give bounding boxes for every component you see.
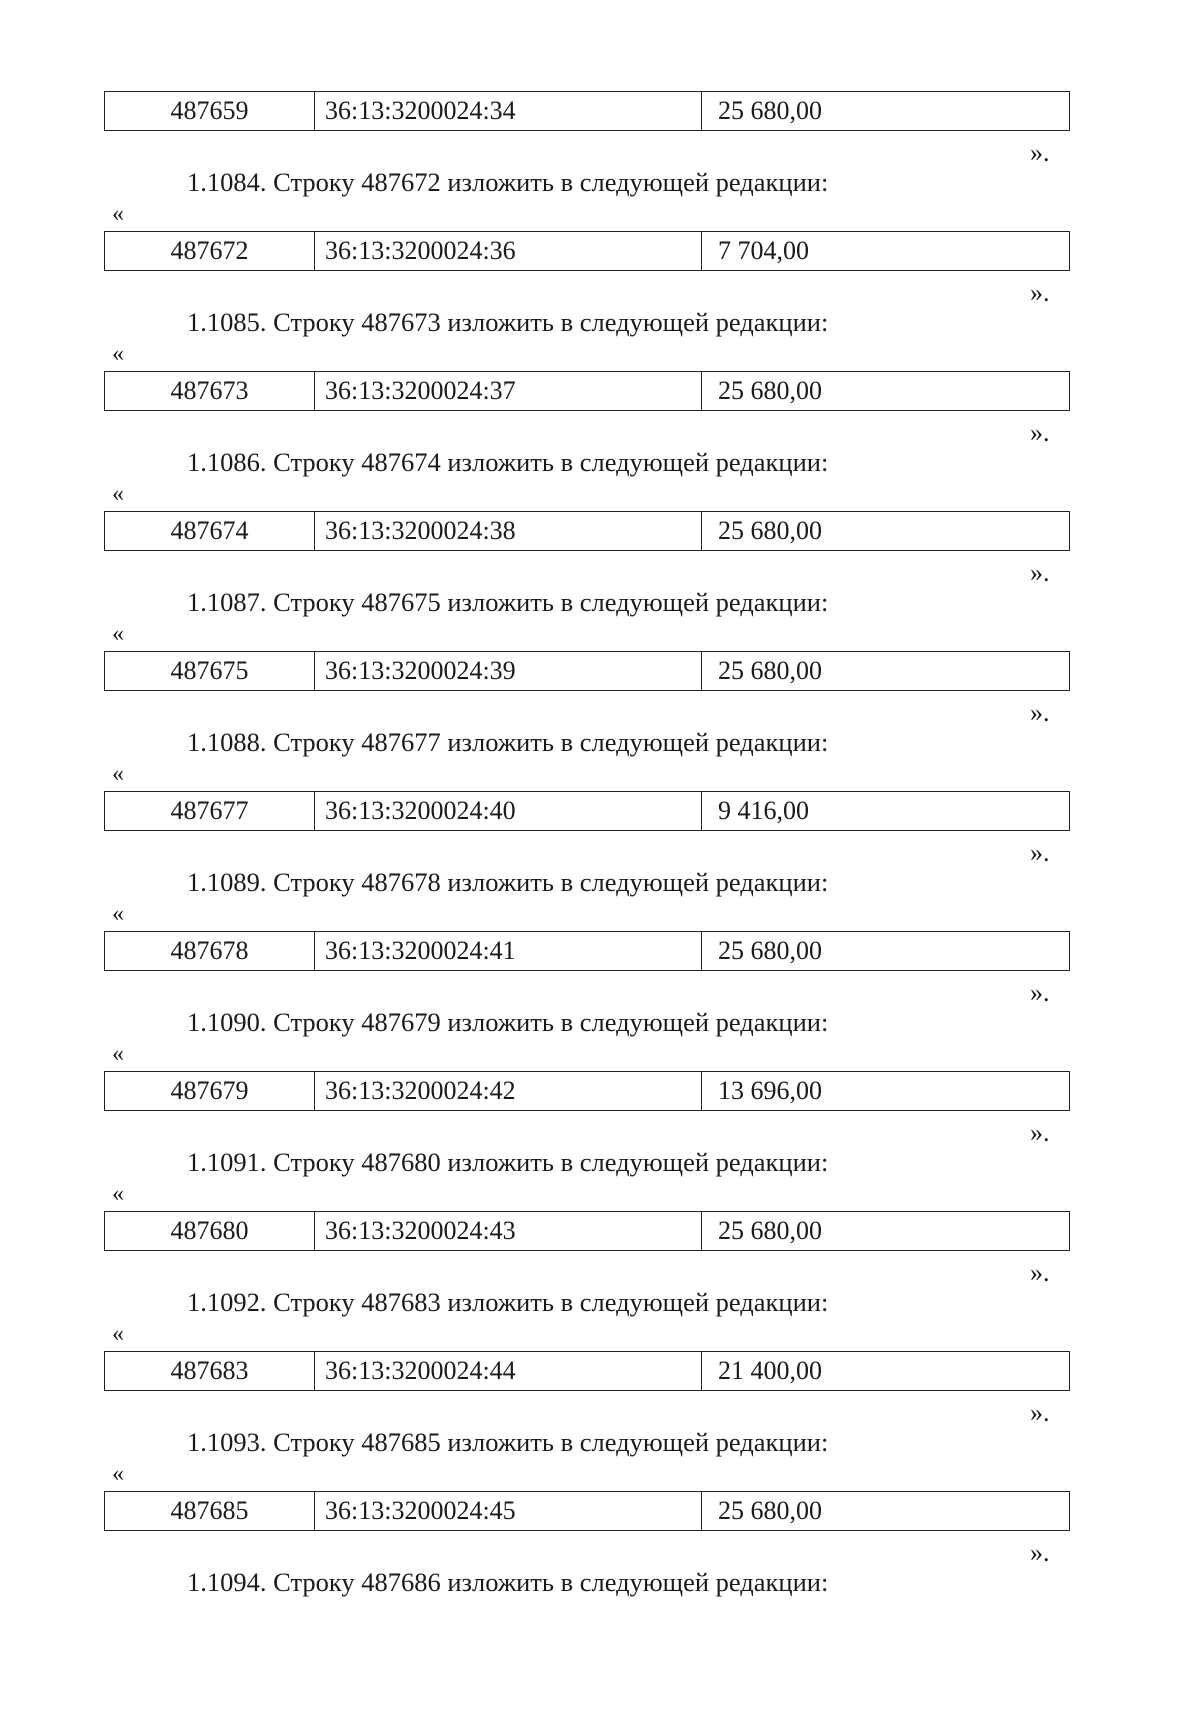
row-number-cell: 487673 xyxy=(105,372,315,410)
cadastral-number-cell: 36:13:3200024:36 xyxy=(315,232,702,270)
row-number-cell: 487675 xyxy=(105,652,315,690)
table-row xyxy=(104,1211,1070,1251)
value-cell: 7 704,00 xyxy=(718,236,809,265)
row-number-cell: 487677 xyxy=(105,792,315,830)
close-quote: ». xyxy=(1030,1258,1050,1287)
value-cell: 25 680,00 xyxy=(718,1216,822,1245)
amendment-instruction: 1.1090. Строку 487679 изложить в следующей редакции: xyxy=(187,1007,829,1037)
row-number-cell: 487680 xyxy=(105,1212,315,1250)
row-number-cell: 487659 xyxy=(105,92,315,130)
amendment-instruction: 1.1094. Строку 487686 изложить в следующей редакции: xyxy=(187,1567,829,1597)
open-quote: « xyxy=(112,901,124,927)
cadastral-number-cell: 36:13:3200024:37 xyxy=(315,372,702,410)
open-quote: « xyxy=(112,341,124,367)
value-cell: 25 680,00 xyxy=(718,516,822,545)
open-quote: « xyxy=(112,201,124,227)
table-row xyxy=(104,371,1070,411)
row-number-cell: 487685 xyxy=(105,1492,315,1530)
cadastral-number-cell: 36:13:3200024:34 xyxy=(315,92,702,130)
close-quote: ». xyxy=(1030,1118,1050,1147)
close-quote: ». xyxy=(1030,698,1050,727)
open-quote: « xyxy=(112,481,124,507)
open-quote: « xyxy=(112,621,124,647)
value-cell: 13 696,00 xyxy=(718,1076,822,1105)
table-row xyxy=(104,91,1070,131)
amendment-instruction: 1.1088. Строку 487677 изложить в следующей редакции: xyxy=(187,727,829,757)
cadastral-number-cell: 36:13:3200024:38 xyxy=(315,512,702,550)
close-quote: ». xyxy=(1030,838,1050,867)
table-row xyxy=(104,1351,1070,1391)
cadastral-number-cell: 36:13:3200024:40 xyxy=(315,792,702,830)
amendment-instruction: 1.1089. Строку 487678 изложить в следующей редакции: xyxy=(187,867,829,897)
table-row xyxy=(104,651,1070,691)
close-quote: ». xyxy=(1030,1398,1050,1427)
value-cell: 25 680,00 xyxy=(718,656,822,685)
amendment-instruction: 1.1092. Строку 487683 изложить в следующей редакции: xyxy=(187,1287,829,1317)
value-cell: 21 400,00 xyxy=(718,1356,822,1385)
cadastral-number-cell: 36:13:3200024:45 xyxy=(315,1492,702,1530)
amendment-instruction: 1.1091. Строку 487680 изложить в следующей редакции: xyxy=(187,1147,829,1177)
value-cell: 9 416,00 xyxy=(718,796,809,825)
table-row xyxy=(104,791,1070,831)
row-number-cell: 487678 xyxy=(105,932,315,970)
value-cell: 25 680,00 xyxy=(718,96,822,125)
value-cell: 25 680,00 xyxy=(718,1496,822,1525)
amendment-instruction: 1.1084. Строку 487672 изложить в следующей редакции: xyxy=(187,167,829,197)
amendment-instruction: 1.1085. Строку 487673 изложить в следующей редакции: xyxy=(187,307,829,337)
open-quote: « xyxy=(112,1461,124,1487)
amendment-instruction: 1.1093. Строку 487685 изложить в следующей редакции: xyxy=(187,1427,829,1457)
open-quote: « xyxy=(112,1321,124,1347)
open-quote: « xyxy=(112,1041,124,1067)
close-quote: ». xyxy=(1030,418,1050,447)
table-row xyxy=(104,511,1070,551)
open-quote: « xyxy=(112,1181,124,1207)
close-quote: ». xyxy=(1030,558,1050,587)
cadastral-number-cell: 36:13:3200024:44 xyxy=(315,1352,702,1390)
amendment-instruction: 1.1087. Строку 487675 изложить в следующей редакции: xyxy=(187,587,829,617)
table-row xyxy=(104,1491,1070,1531)
row-number-cell: 487683 xyxy=(105,1352,315,1390)
close-quote: ». xyxy=(1030,1538,1050,1567)
close-quote: ». xyxy=(1030,978,1050,1007)
amendment-instruction: 1.1086. Строку 487674 изложить в следующей редакции: xyxy=(187,447,829,477)
table-row xyxy=(104,931,1070,971)
cadastral-number-cell: 36:13:3200024:43 xyxy=(315,1212,702,1250)
row-number-cell: 487674 xyxy=(105,512,315,550)
close-quote: ». xyxy=(1030,278,1050,307)
close-quote: ». xyxy=(1030,138,1050,167)
table-row xyxy=(104,231,1070,271)
table-row xyxy=(104,1071,1070,1111)
cadastral-number-cell: 36:13:3200024:41 xyxy=(315,932,702,970)
row-number-cell: 487679 xyxy=(105,1072,315,1110)
cadastral-number-cell: 36:13:3200024:39 xyxy=(315,652,702,690)
cadastral-number-cell: 36:13:3200024:42 xyxy=(315,1072,702,1110)
row-number-cell: 487672 xyxy=(105,232,315,270)
value-cell: 25 680,00 xyxy=(718,376,822,405)
value-cell: 25 680,00 xyxy=(718,936,822,965)
open-quote: « xyxy=(112,761,124,787)
